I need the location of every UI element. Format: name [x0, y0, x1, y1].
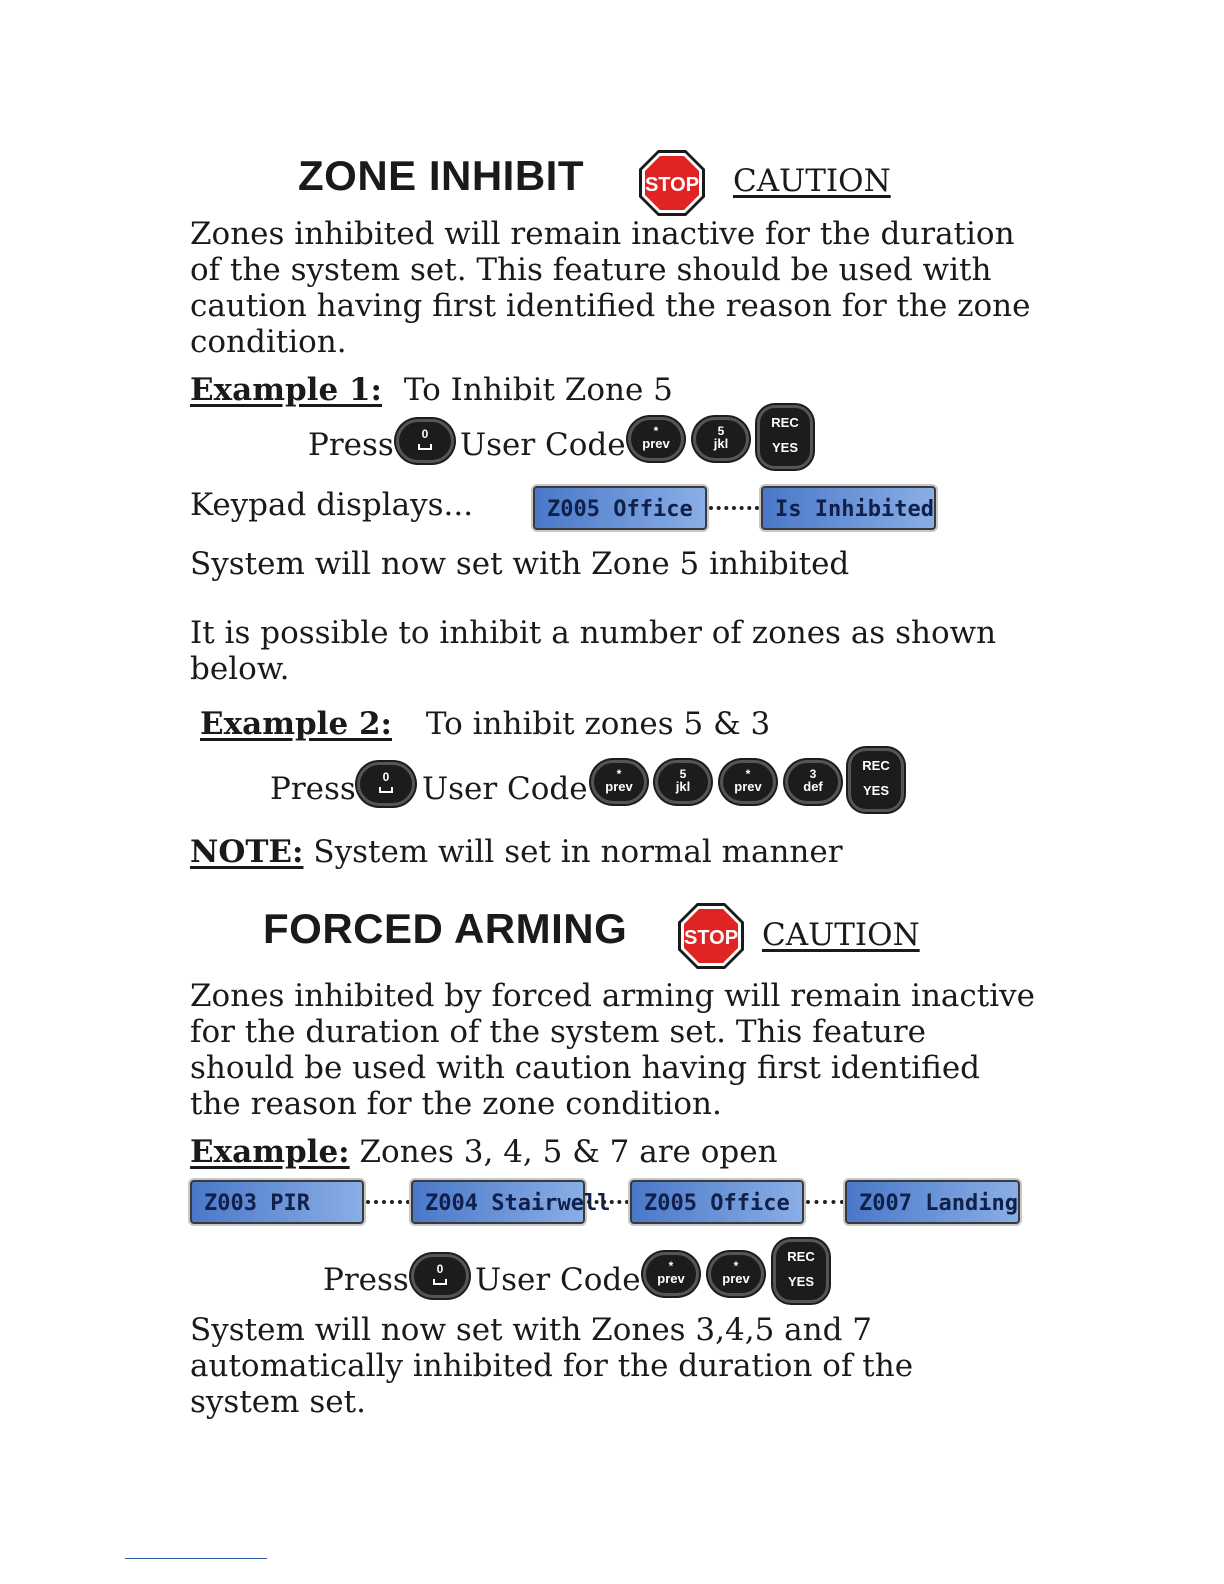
key-prev-label: prev	[642, 436, 670, 451]
example1-press: Press	[308, 427, 394, 463]
key-five-label: 5	[679, 767, 687, 781]
key-def-label: def	[803, 779, 823, 794]
key-yes-label: YES	[771, 440, 798, 455]
key-star-label: *	[668, 1259, 674, 1273]
zone-inhibit-title: ZONE INHIBIT	[298, 152, 584, 199]
example2-user-code: User Code	[422, 771, 588, 807]
zone-inhibit-intro	[190, 216, 1030, 360]
key-five-jkl	[655, 760, 711, 804]
example2-press: Press	[270, 771, 356, 807]
key-star-prev	[591, 760, 647, 804]
multi-line: below.	[190, 651, 290, 687]
dotted-connector	[587, 1200, 629, 1204]
key-star-prev	[628, 417, 684, 461]
key-star-label: *	[653, 424, 659, 438]
intro-line: of the system set. This feature should be used with	[190, 252, 992, 288]
multi-zones-text	[190, 615, 996, 687]
key-zero	[411, 1254, 469, 1298]
key-yes-label: YES	[787, 1274, 814, 1289]
note-label: NOTE:	[190, 834, 304, 870]
key-rec-yes	[848, 748, 904, 812]
example2-text: To inhibit zones 5 & 3	[425, 706, 771, 742]
keypad-displays-label: Keypad displays...	[190, 487, 474, 523]
multi-line: It is possible to inhibit a number of zones as shown	[190, 615, 997, 651]
example1-user-code: User Code	[460, 427, 626, 463]
intro-line: should be used with caution having first identified	[190, 1050, 981, 1086]
forced-result	[190, 1312, 913, 1420]
key-star-prev	[643, 1252, 699, 1296]
example1-label: Example 1:	[190, 372, 382, 408]
keypad-display-panel: Z007 Landing	[845, 1180, 1020, 1224]
key-zero	[396, 419, 454, 463]
result-line: System will now set with Zones 3,4,5 and 7	[190, 1312, 873, 1348]
key-jkl-label: jkl	[713, 436, 729, 451]
dotted-connector	[366, 1200, 410, 1204]
key-rec-label: REC	[771, 415, 799, 430]
example1-text: To Inhibit Zone 5	[403, 372, 673, 408]
key-rec-label: REC	[787, 1249, 815, 1264]
dotted-connector	[806, 1200, 844, 1204]
stop-sign-label: STOP	[683, 927, 739, 949]
forced-arming-title: FORCED ARMING	[263, 905, 628, 952]
intro-line: Zones inhibited by forced arming will remain inactive	[190, 978, 1036, 1014]
intro-line: caution having first identified the reason for the zone	[190, 288, 1031, 324]
key-prev-label: prev	[605, 779, 633, 794]
key-three-label: 3	[809, 767, 817, 781]
footer-rule	[125, 1558, 267, 1559]
space-icon	[433, 1279, 447, 1285]
example2-label: Example 2:	[200, 706, 392, 742]
key-jkl-label: jkl	[675, 779, 691, 794]
zone-inhibit-caution: CAUTION	[733, 163, 891, 199]
example2-heading	[200, 706, 770, 742]
note-text: System will set in normal manner	[313, 834, 843, 870]
dotted-connector	[709, 506, 759, 510]
result-line: automatically inhibited for the duration of the	[190, 1348, 914, 1384]
keypad-display-panel: Z004 Stairwell	[411, 1180, 585, 1224]
key-star-label: *	[745, 767, 751, 781]
forced-arming-caution: CAUTION	[762, 917, 920, 953]
key-prev-label: prev	[722, 1271, 750, 1286]
intro-line: Zones inhibited will remain inactive for the duration	[190, 216, 1015, 252]
forced-press: Press	[323, 1262, 409, 1298]
example1-heading	[190, 372, 673, 408]
key-star-prev	[708, 1252, 764, 1296]
key-zero	[357, 762, 415, 806]
stop-sign-icon	[637, 148, 707, 218]
space-icon	[418, 444, 432, 450]
key-star-prev	[720, 760, 776, 804]
key-zero-label: 0	[436, 1262, 444, 1276]
forced-example-text: Zones 3, 4, 5 & 7 are open	[359, 1134, 778, 1170]
key-three-def	[785, 760, 841, 804]
key-yes-label: YES	[862, 783, 889, 798]
forced-user-code: User Code	[475, 1262, 641, 1298]
intro-line: the reason for the zone condition.	[190, 1086, 722, 1122]
key-prev-label: prev	[734, 779, 762, 794]
key-zero-label: 0	[421, 427, 429, 441]
key-five-label: 5	[717, 424, 725, 438]
intro-line: condition.	[190, 324, 347, 360]
example1-result: System will now set with Zone 5 inhibited	[190, 546, 850, 582]
forced-example-label: Example:	[190, 1134, 350, 1170]
stop-sign-icon	[676, 901, 746, 971]
key-star-label: *	[616, 767, 622, 781]
stop-sign-label: STOP	[644, 174, 700, 196]
key-star-label: *	[733, 1259, 739, 1273]
key-rec-yes	[773, 1239, 829, 1303]
keypad-display-panel: Z003 PIR	[190, 1180, 364, 1224]
space-icon	[379, 787, 393, 793]
keypad-display-panel: Z005 Office	[630, 1180, 804, 1224]
intro-line: for the duration of the system set. This feature	[190, 1014, 927, 1050]
key-rec-label: REC	[862, 758, 890, 773]
result-line: system set.	[190, 1384, 366, 1420]
keypad-display-panel: Z005 Office	[533, 486, 707, 530]
note	[190, 834, 843, 870]
key-five-jkl	[693, 417, 749, 461]
keypad-display-panel: Is Inhibited	[761, 486, 936, 530]
forced-example-heading	[190, 1134, 778, 1170]
key-zero-label: 0	[382, 770, 390, 784]
forced-arming-intro	[190, 978, 1035, 1122]
key-rec-yes	[757, 405, 813, 469]
key-prev-label: prev	[657, 1271, 685, 1286]
